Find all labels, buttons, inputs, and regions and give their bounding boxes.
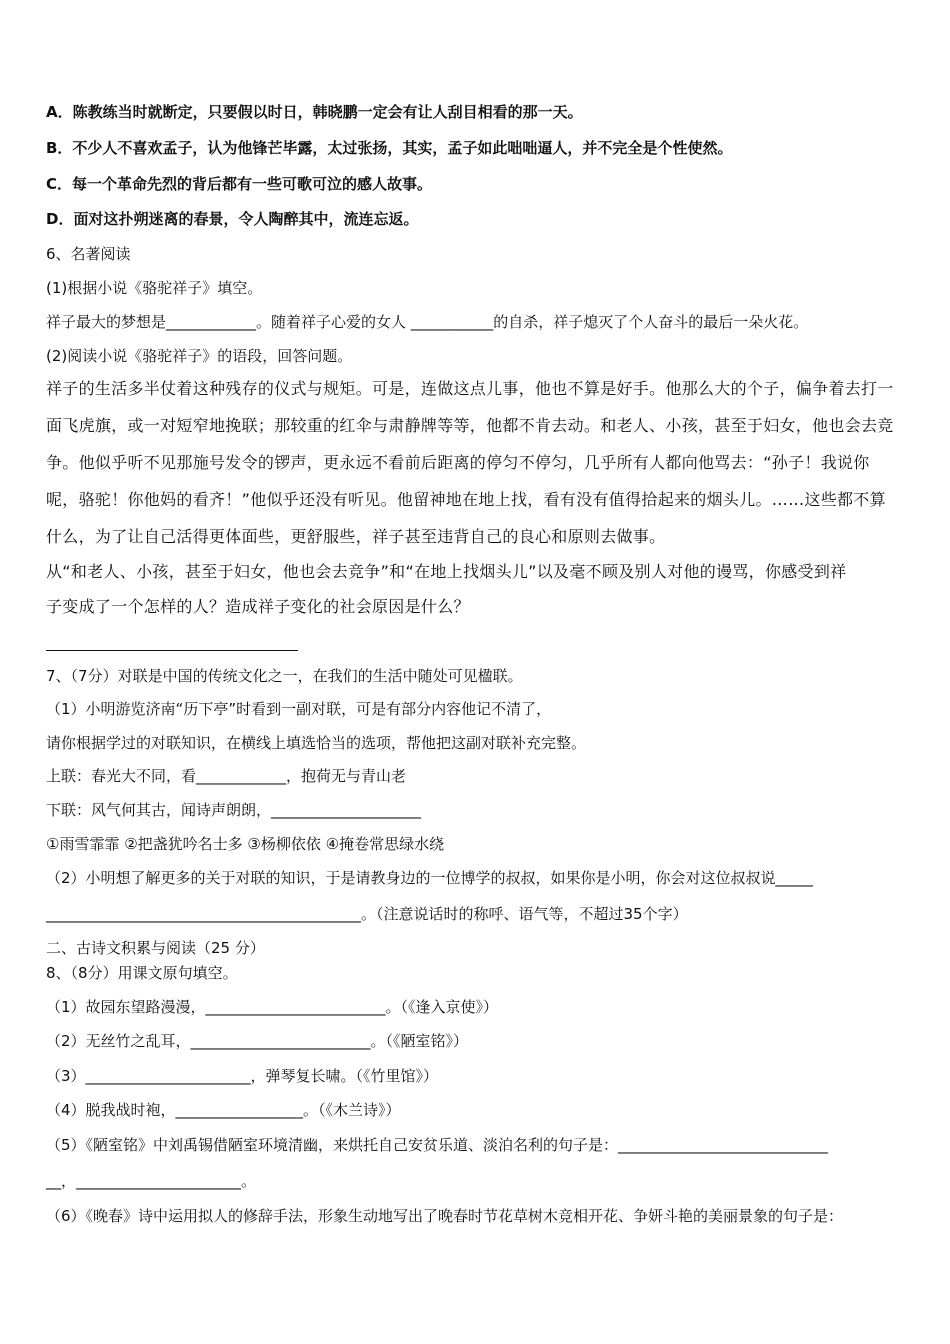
q8-item: （3）______________________，弹琴复长啸。（《竹里馆》）: [46, 1067, 439, 1085]
q6-passage-line: 呢，骆驼！你他妈的看齐！”他似乎还没有听见。他留神地在地上找，看有没有值得拾起来的烟头儿。……这些都不算: [46, 490, 886, 509]
q6-fill-line: 祥子最大的梦想是____________。随着祥子心爱的女人 ___________的自杀，祥子熄灭了个人奋斗的最后一朵火花。: [46, 313, 809, 331]
section2-title: 二、古诗文积累与阅读（25 分）: [46, 939, 265, 957]
option-c: C．每一个革命先烈的背后都有一些可歌可泣的感人故事。: [46, 175, 433, 193]
q8-item: （2）无丝竹之乱耳，________________________。（《陋室铭》）: [46, 1032, 469, 1050]
q7-sub2-continued: __________________________________________。（注意说话时的称呼、语气等，不超过35个字）: [46, 905, 688, 923]
q8-item: （5）《陋室铭》中刘禹锡借陋室环境清幽，来烘托自己安贫乐道、淡泊名利的句子是：____________________________: [46, 1136, 829, 1154]
q6-title: 6、名著阅读: [46, 245, 131, 263]
q8-item-continued: __，______________________。: [46, 1172, 257, 1190]
q6-sub2: (2)阅读小说《骆驼祥子》的语段，回答问题。: [46, 347, 353, 365]
q6-passage-line: 什么，为了让自己活得更体面些，更舒服些，祥子甚至违背自己的良心和原则去做事。: [46, 527, 666, 546]
q8-title: 8、（8分）用课文原句填空。: [46, 964, 238, 982]
q6-sub1: (1)根据小说《骆驼祥子》填空。: [46, 279, 263, 297]
q7-title: 7、（7分）对联是中国的传统文化之一，在我们的生活中随处可见楹联。: [46, 667, 523, 685]
q6-question-line: 子变成了一个怎样的人？造成祥子变化的社会原因是什么？: [46, 597, 470, 616]
q8-item: （1）故园东望路漫漫，________________________。（《逢入京使》）: [46, 998, 499, 1016]
q8-item: （4）脱我战时袍，_________________。（《木兰诗》）: [46, 1101, 401, 1119]
q6-passage-line: 祥子的生活多半仗着这种残存的仪式与规矩。可是，连做这点儿事，他也不算是好手。他那么大的个子，偏争着去打一: [46, 379, 894, 398]
q6-passage-line: 争。他似乎听不见那施号发令的锣声，更永远不看前后距离的停匀不停匀，几乎所有人都向他骂去：“孙子！我说你: [46, 453, 870, 472]
option-a: A．陈教练当时就断定，只要假以时日，韩晓鹏一定会有让人刮目相看的那一天。: [46, 103, 583, 121]
option-d: D．面对这扑朔迷离的春景，令人陶醉其中，流连忘返。: [46, 210, 419, 228]
option-b: B．不少人不喜欢孟子，认为他锋芒毕露，太过张扬，其实，孟子如此咄咄逼人，并不完全是个性使然。: [46, 139, 733, 157]
q7-choices: ①雨雪霏霏 ②把盏犹吟名士多 ③杨柳依依 ④掩卷常思绿水绕: [46, 835, 445, 853]
q6-question-line: 从“和老人、小孩，甚至于妇女，他也会去竞争”和“在地上找烟头儿”以及毫不顾及别人对他的谩骂，你感受到祥: [46, 562, 847, 581]
q6-passage-line: 面飞虎旗，或一对短窄地挽联；那较重的红伞与肃静牌等等，他都不肯去动。和老人、小孩，甚至于妇女，他也会去竞: [46, 416, 894, 435]
q7-upper-couplet: 上联：春光大不同，看____________，抱荷无与青山老: [46, 767, 407, 785]
q7-sub2: （2）小明想了解更多的关于对联的知识，于是请教身边的一位博学的叔叔，如果你是小明，你会对这位叔叔说_____: [46, 869, 814, 887]
q7-sub1: （1）小明游览济南“历下亭”时看到一副对联，可是有部分内容他记不清了，: [46, 700, 552, 718]
q7-instruction: 请你根据学过的对联知识，在横线上填选恰当的选项，帮他把这副对联补充完整。: [46, 734, 587, 752]
q7-lower-couplet: 下联：风气何其古，闻诗声朗朗，____________________: [46, 801, 422, 819]
answer-line: [46, 650, 298, 651]
q8-item: （6）《晚春》诗中运用拟人的修辞手法，形象生动地写出了晚春时节花草树木竞相开花、争妍斗艳的美丽景象的句子是：: [46, 1207, 844, 1225]
